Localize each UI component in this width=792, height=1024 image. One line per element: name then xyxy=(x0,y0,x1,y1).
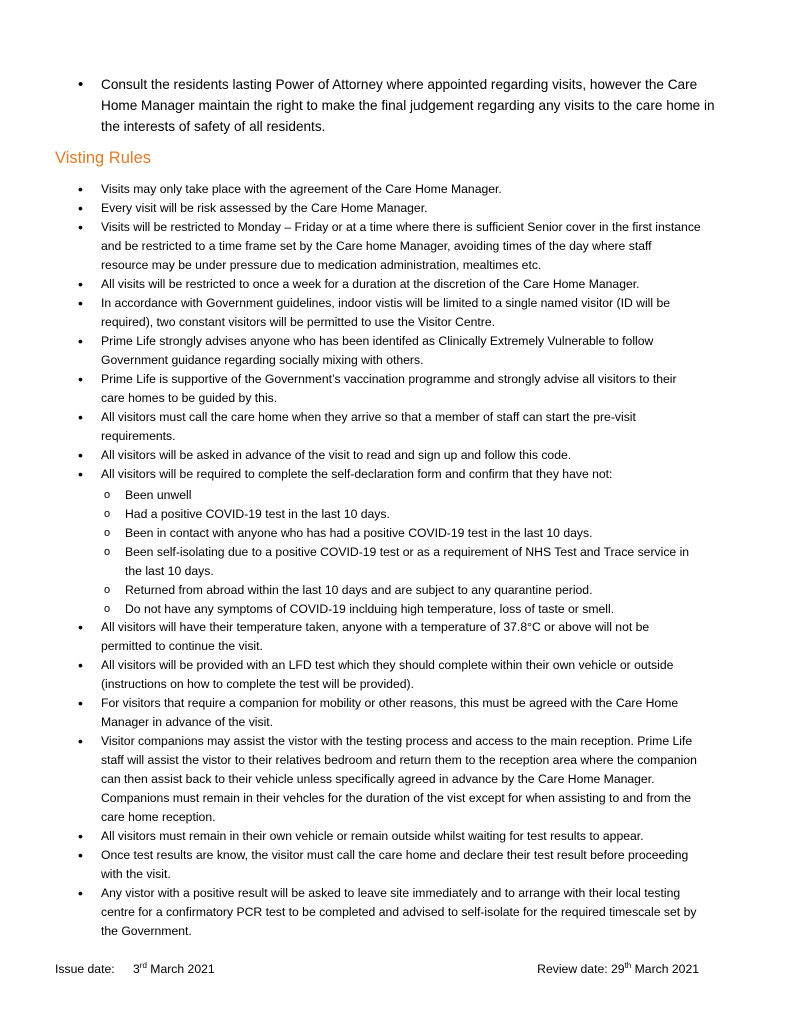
rules-list-continued xyxy=(78,618,702,941)
rule-item: • Visits will be restricted to Monday – Friday or at a time where there is sufficient Senior cover in the first instance and be restricted to a time frame set by the Care home Manager, avoiding times of the day where staff resource may be under pressure due to medication administration, mealtimes etc. xyxy=(78,218,702,275)
rule-item: • All visitors will have their temperature taken, anyone with a temperature of 37.8°C or above will not be permitted to continue the visit. xyxy=(78,618,702,656)
rule-item: • All visitors must call the care home when they arrive so that a member of staff can start the pre-visit requirements. xyxy=(78,408,702,446)
declaration-item: o Returned from abroad within the last 10 days and are subject to any quarantine period. xyxy=(78,581,702,600)
intro-list xyxy=(78,74,718,137)
rule-item: • All visitors will be provided with an LFD test which they should complete within their own vehicle or outside (instructions on how to complete the test will be provided). xyxy=(78,656,702,694)
rule-item: • Every visit will be risk assessed by the Care Home Manager. xyxy=(78,199,702,218)
rule-item: • For visitors that require a companion for mobility or other reasons, this must be agreed with the Care Home Manager in advance of the visit. xyxy=(78,694,702,732)
issue-date-rest: March 2021 xyxy=(146,962,215,976)
declaration-item: o Do not have any symptoms of COVID-19 inclduing high temperature, loss of taste or smell. xyxy=(78,600,702,619)
issue-date-label: Issue date: xyxy=(55,962,115,976)
rule-item: • Any vistor with a positive result will be asked to leave site immediately and to arrange with their local testing centre for a confirmatory PCR test to be completed and advised to self-isolate for the required timescale set by the Government. xyxy=(78,884,702,941)
rule-item: • All visitors will be required to complete the self-declaration form and confirm that they have not: xyxy=(78,465,702,484)
review-date-rest: March 2021 xyxy=(631,962,699,976)
review-date xyxy=(537,960,699,978)
issue-date-suffix: rd xyxy=(139,961,147,970)
rule-item: • Once test results are know, the visitor must call the care home and declare their test result before proceeding with the visit. xyxy=(78,846,702,884)
review-date-suffix: th xyxy=(624,961,632,970)
issue-date-day: 3 xyxy=(133,962,140,976)
declaration-item: o Been in contact with anyone who has had a positive COVID-19 test in the last 10 days. xyxy=(78,524,702,543)
rule-item: • In accordance with Government guidelines, indoor vistis will be limited to a single named visitor (ID will be required), two constant visitors will be permitted to use the Visitor Centre. xyxy=(78,294,702,332)
declaration-item: o Been unwell xyxy=(78,486,702,505)
declaration-item: o Had a positive COVID-19 test in the last 10 days. xyxy=(78,505,702,524)
section-heading: Visting Rules xyxy=(55,149,151,167)
rule-item: • All visitors must remain in their own vehicle or remain outside whilst waiting for test results to appear. xyxy=(78,827,702,846)
rule-item: • Prime Life strongly advises anyone who has been identifed as Clinically Extremely Vulnerable to follow Government guidance regarding socially mixing with others. xyxy=(78,332,702,370)
rule-item: • Visits may only take place with the agreement of the Care Home Manager. xyxy=(78,180,702,199)
rule-item: • Prime Life is supportive of the Government’s vaccination programme and strongly advise all visitors to their care homes to be guided by this. xyxy=(78,370,702,408)
rules-list xyxy=(78,180,702,484)
declaration-item: o Been self-isolating due to a positive COVID-19 test or as a requirement of NHS Test and Trace service in the last 10 days. xyxy=(78,543,702,581)
declaration-list xyxy=(78,486,702,619)
issue-date xyxy=(55,960,215,978)
intro-item: • Consult the residents lasting Power of Attorney where appointed regarding visits, however the Care Home Manager maintain the right to make the final judgement regarding any visits to the care home in the interests of safety of all residents. xyxy=(78,74,718,137)
review-date-label: Review date: xyxy=(537,962,612,976)
rule-item: • All visitors will be asked in advance of the visit to read and sign up and follow this code. xyxy=(78,446,702,465)
rule-item: • All visits will be restricted to once a week for a duration at the discretion of the Care Home Manager. xyxy=(78,275,702,294)
review-date-day: 29 xyxy=(611,962,625,976)
rule-item: • Visitor companions may assist the vistor with the testing process and access to the main reception. Prime Life staff will assist the vistor to their relatives bedroom and return them to the reception area where the companion can then assist back to their vehicle unless specifically agreed in advance by the Care Home Manager. Companions must remain in their vehcles for the duration of the vist except for when assisting to and from the care home reception. xyxy=(78,732,702,827)
